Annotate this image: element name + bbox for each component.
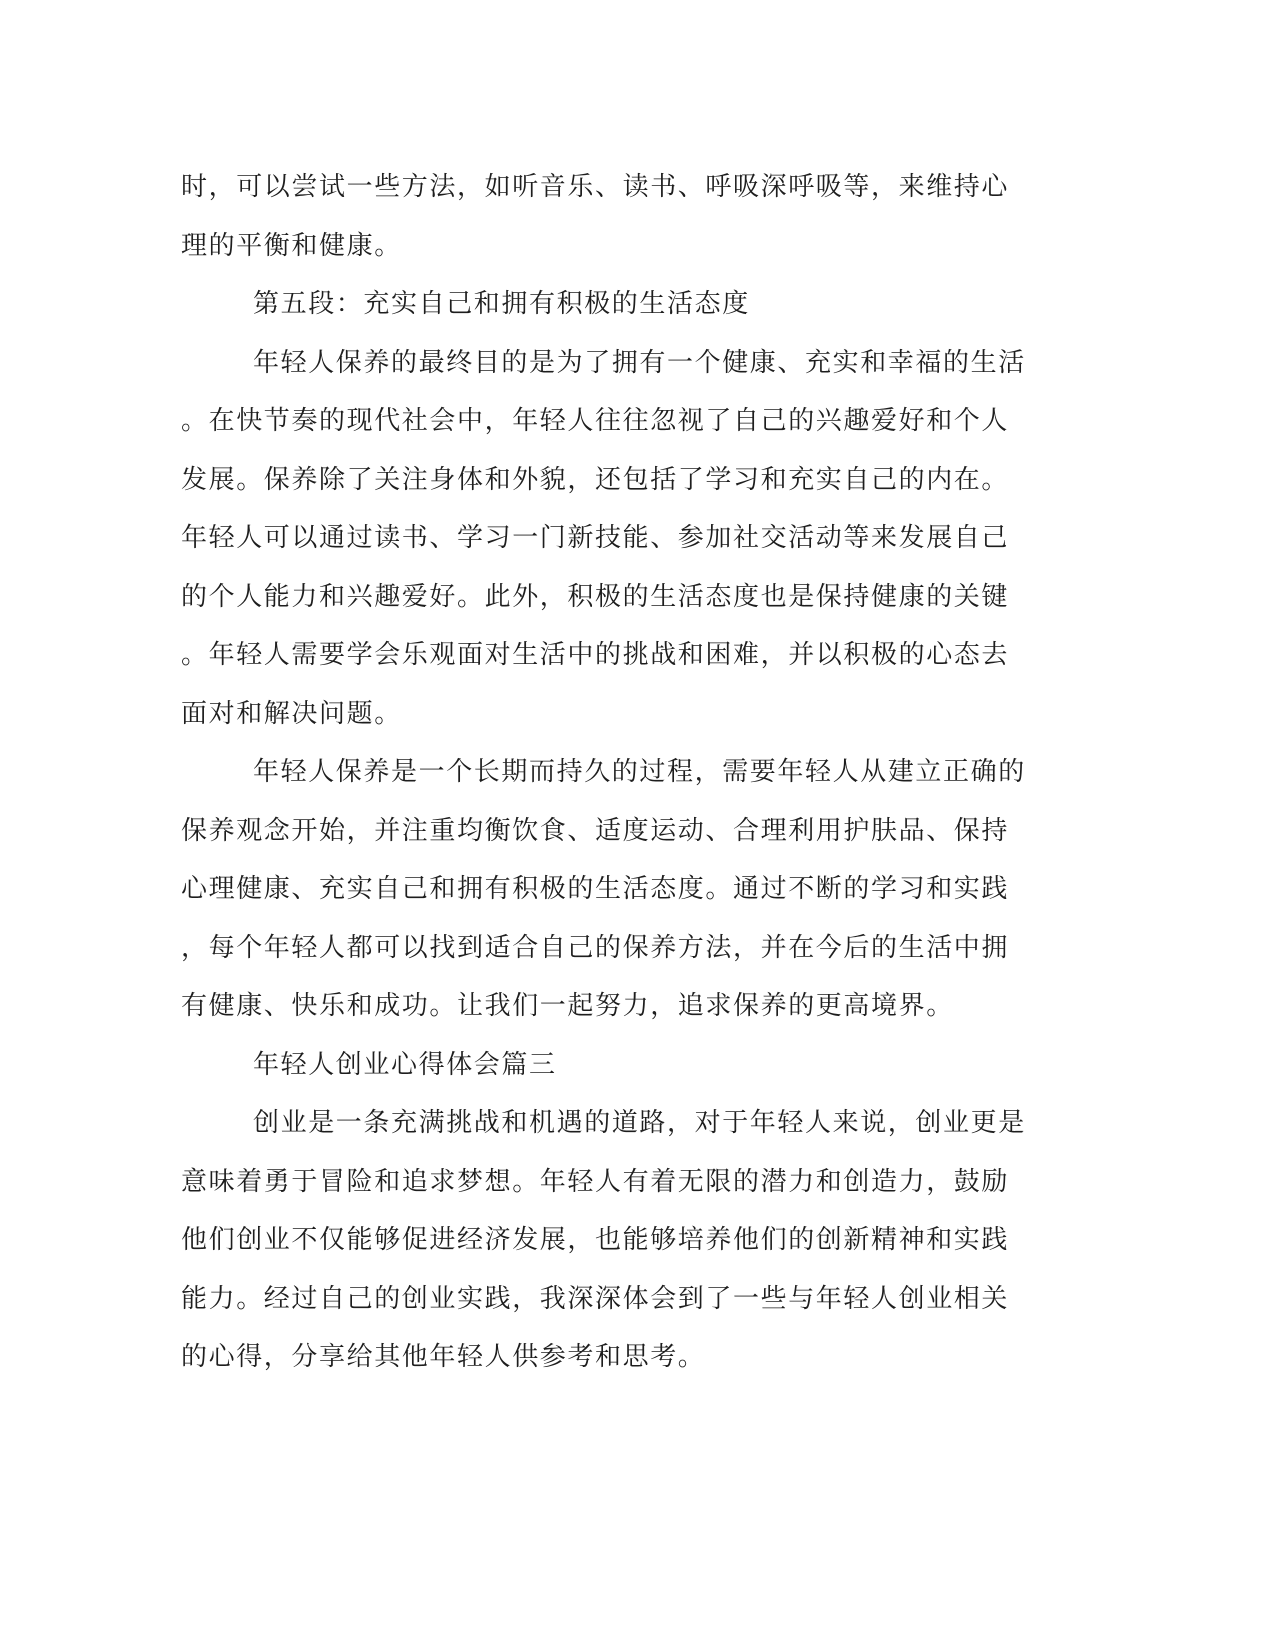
section-heading: 第五段：充实自己和拥有积极的生活态度 bbox=[253, 289, 750, 319]
text-line: 他们创业不仅能够促进经济发展，也能够培养他们的创新精神和实践 bbox=[181, 1225, 1010, 1255]
text-line: 意味着勇于冒险和追求梦想。年轻人有着无限的潜力和创造力，鼓励 bbox=[181, 1166, 1010, 1197]
paragraph-start: 创业是一条充满挑战和机遇的道路，对于年轻人来说，创业更是 bbox=[253, 1108, 1026, 1138]
text-line: 能力。经过自己的创业实践，我深深体会到了一些与年轻人创业相关 bbox=[181, 1283, 1010, 1314]
text-line: 心理健康、充实自己和拥有积极的生活态度。通过不断的学习和实践 bbox=[181, 874, 1010, 904]
text-line: 的心得，分享给其他年轻人供参考和思考。 bbox=[181, 1342, 706, 1372]
text-line: 时，可以尝试一些方法，如听音乐、读书、呼吸深呼吸等，来维持心 bbox=[181, 172, 1010, 202]
text-line: 理的平衡和健康。 bbox=[181, 230, 402, 261]
text-line: 保养观念开始，并注重均衡饮食、适度运动、合理利用护肤品、保持 bbox=[181, 815, 1010, 846]
text-line: 。在快节奏的现代社会中，年轻人往往忽视了自己的兴趣爱好和个人 bbox=[181, 406, 1010, 436]
section-heading: 年轻人创业心得体会篇三 bbox=[253, 1049, 557, 1080]
text-line: 的个人能力和兴趣爱好。此外，积极的生活态度也是保持健康的关键 bbox=[181, 581, 1010, 612]
document-body bbox=[181, 158, 1049, 1387]
paragraph-start: 年轻人保养是一个长期而持久的过程，需要年轻人从建立正确的 bbox=[253, 757, 1026, 787]
paragraph-start: 年轻人保养的最终目的是为了拥有一个健康、充实和幸福的生活 bbox=[253, 347, 1026, 378]
text-line: 年轻人可以通过读书、学习一门新技能、参加社交活动等来发展自己 bbox=[181, 523, 1010, 553]
text-line: 面对和解决问题。 bbox=[181, 698, 402, 729]
text-line: 发展。保养除了关注身体和外貌，还包括了学习和充实自己的内在。 bbox=[181, 464, 1010, 495]
text-line: ，每个年轻人都可以找到适合自己的保养方法，并在今后的生活中拥 bbox=[181, 932, 1010, 963]
text-line: 。年轻人需要学会乐观面对生活中的挑战和困难，并以积极的心态去 bbox=[181, 640, 1010, 670]
text-line: 有健康、快乐和成功。让我们一起努力，追求保养的更高境界。 bbox=[181, 991, 954, 1021]
